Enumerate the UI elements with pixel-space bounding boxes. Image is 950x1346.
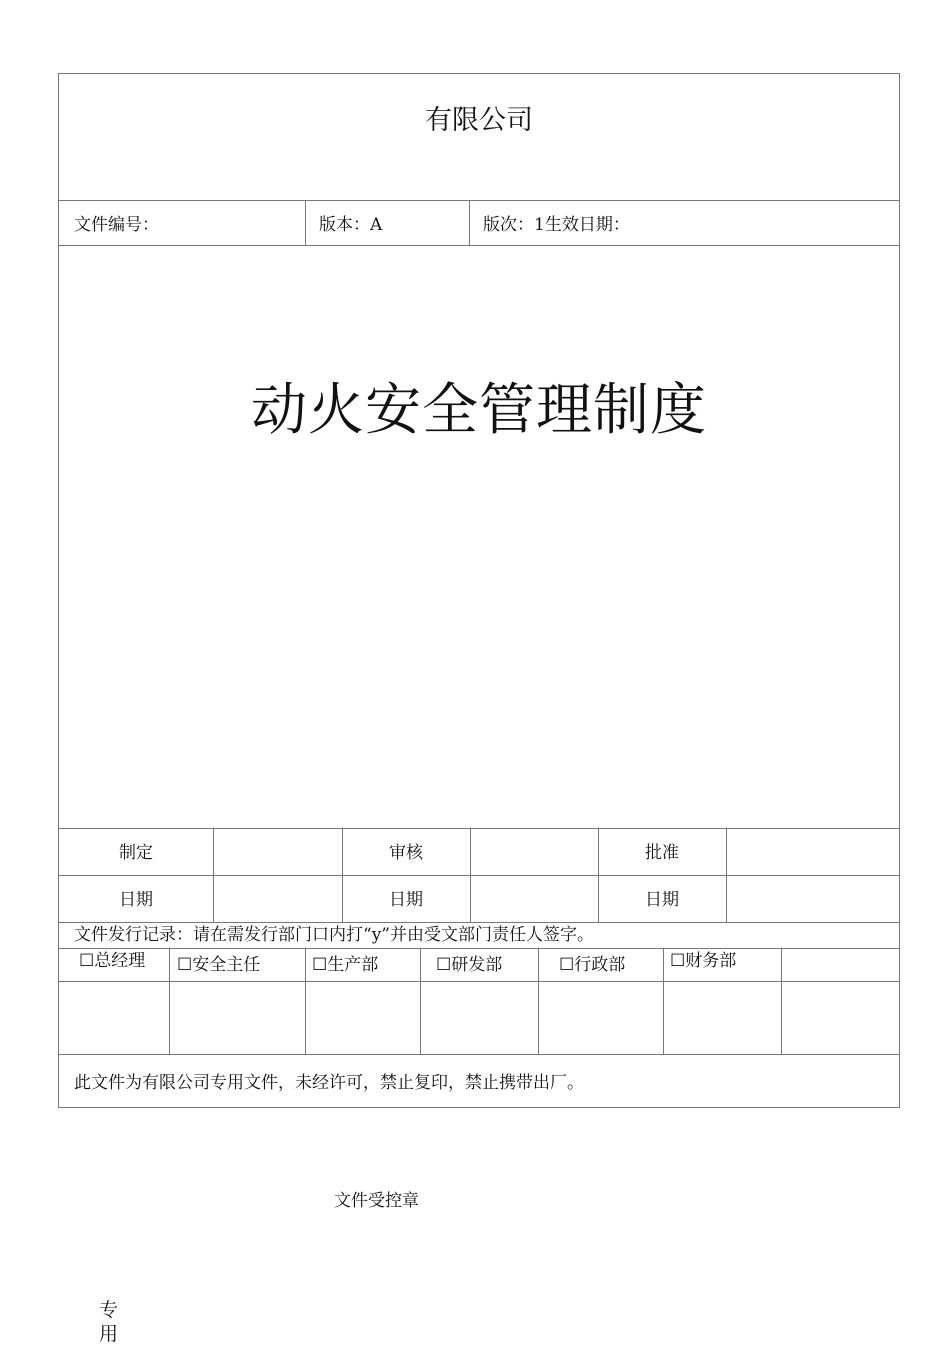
company-name: 有限公司	[425, 105, 533, 136]
divider	[59, 948, 899, 949]
date-label: 日期	[119, 890, 153, 910]
control-stamp-label: 文件受控章	[334, 1191, 419, 1211]
divider	[305, 200, 306, 245]
date-label: 日期	[645, 890, 679, 910]
doc-number-label: 文件编号：	[74, 215, 159, 235]
vertical-stamp-text: 专用	[99, 1299, 119, 1345]
dept-checkbox-safety-director[interactable]: ☐安全主任	[177, 955, 261, 975]
divider	[59, 922, 899, 923]
divider	[538, 948, 539, 1054]
divider	[663, 948, 664, 1054]
document-title: 动火安全管理制度	[251, 378, 707, 443]
divider	[59, 981, 899, 982]
dept-checkbox-general-manager[interactable]: ☐总经理	[79, 951, 146, 971]
divider	[59, 245, 899, 246]
divider	[59, 875, 899, 876]
revision-label: 版次：1生效日期：	[483, 215, 630, 235]
divider	[169, 948, 170, 1054]
reviewed-label: 审核	[389, 843, 423, 863]
divider	[59, 828, 899, 829]
dept-checkbox-rnd[interactable]: ☐研发部	[436, 955, 503, 975]
divider	[420, 948, 421, 1054]
divider	[59, 200, 899, 201]
dept-checkbox-finance[interactable]: ☐财务部	[670, 951, 737, 971]
dept-checkbox-admin[interactable]: ☐行政部	[559, 955, 626, 975]
confidential-notice: 此文件为有限公司专用文件，未经许可，禁止复印，禁止携带出厂。	[74, 1073, 584, 1093]
dept-checkbox-production[interactable]: ☐生产部	[312, 955, 379, 975]
document-form	[58, 73, 900, 1108]
divider	[305, 948, 306, 1054]
version-label: 版本：A	[319, 215, 383, 235]
divider	[469, 200, 470, 245]
divider	[781, 948, 782, 1054]
divider	[59, 1054, 899, 1055]
approved-label: 批准	[645, 843, 679, 863]
date-label: 日期	[389, 890, 423, 910]
prepared-label: 制定	[119, 843, 153, 863]
distribution-record: 文件发行记录：请在需发行部门口内打“y”并由受文部门责任人签字。	[74, 925, 594, 945]
